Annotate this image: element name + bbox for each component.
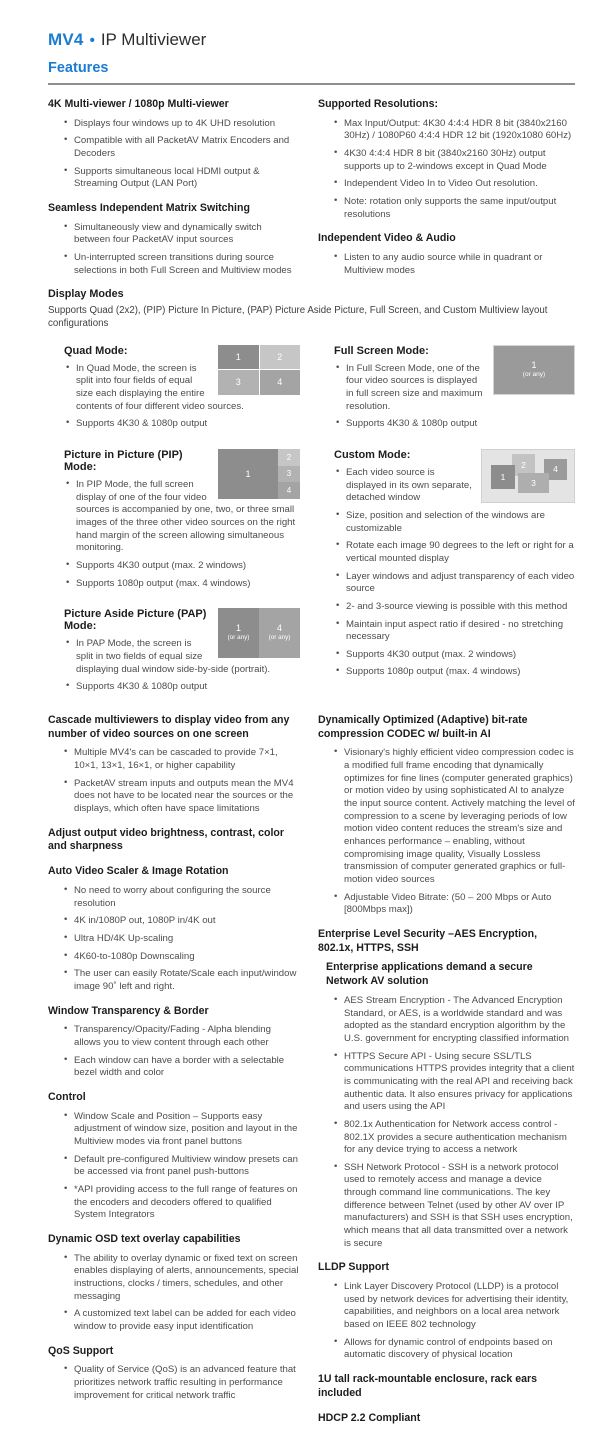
bullet-item: • No need to worry about configuring the source resolution <box>64 885 300 910</box>
pap-mode-block <box>64 608 300 699</box>
section-heading: Supported Resolutions: <box>318 98 439 110</box>
bullet-item: • Supports 4K30 output (max. 2 windows) <box>336 649 575 662</box>
bullet-item: • 4K60-to-1080p Downscaling <box>64 951 300 964</box>
section-heading: Enterprise Level Security –AES Encryption, 802.1x, HTTPS, SSH <box>318 927 538 954</box>
display-modes-right-column <box>318 345 575 712</box>
section-heading: HDCP 2.2 Compliant <box>318 1411 421 1424</box>
custom-window-2: 2 <box>512 454 535 476</box>
display-modes-left-column <box>48 345 300 712</box>
section-heading: Cascade multiviewers to display video from any number of video sources on one screen <box>48 713 290 740</box>
bullet-item: • Allows for dynamic control of endpoints based on automatic discovery of physical location <box>334 1337 575 1362</box>
mode-title: Picture Aside Picture (PAP) Mode: <box>64 608 207 633</box>
display-modes-header <box>48 288 575 330</box>
bullet-item: • Compatible with all PacketAV Matrix Encoders and Decoders <box>64 135 300 160</box>
section-qos <box>48 1345 300 1403</box>
section-independent-video-audio <box>318 232 575 277</box>
section-heading: Adjust output video brightness, contrast, color and sharpness <box>48 826 285 853</box>
quad-cell-4: 4 <box>260 370 301 395</box>
bullet-item: • Maintain input aspect ratio if desired - no stretching necessary <box>336 619 575 644</box>
section-cascade <box>48 714 300 816</box>
section-heading: Dynamic OSD text overlay capabilities <box>48 1232 241 1245</box>
bullet-item: • In Quad Mode, the screen is split into four fields of equal size each displaying the entire contents of four different video sources. <box>66 363 300 414</box>
section-enterprise-security <box>318 928 575 1251</box>
section-heading: Dynamically Optimized (Adaptive) bit-rate compression CODEC w/ built-in AI <box>318 713 528 740</box>
quad-mode-block <box>64 345 300 436</box>
bullet-item: • Window Scale and Position – Supports easy adjustment of window size, position and layout in the Multiview modes via front panel buttons <box>64 1111 300 1149</box>
bullet-item: • A customized text label can be added for each video window to provide easy input identification <box>64 1308 300 1333</box>
top-right-column <box>318 98 575 288</box>
features-heading: Features <box>48 60 109 76</box>
bullet-item: • Supports 1080p output (max. 4 windows) <box>66 578 300 591</box>
mode-title: Custom Mode: <box>334 448 411 461</box>
section-rack-mountable <box>318 1373 575 1401</box>
bullet-item: • Listen to any audio source while in quadrant or Multiview modes <box>334 252 575 277</box>
section-heading: LLDP Support <box>318 1261 390 1274</box>
pip-mode-block <box>64 449 300 595</box>
pap-window-label: 4 <box>276 623 282 634</box>
section-4k-multiviewer <box>48 98 300 191</box>
bullet-item: • Simultaneously view and dynamically switch between four PacketAV input sources <box>64 222 300 247</box>
section-heading: 1U tall rack-mountable enclosure, rack ears included <box>318 1373 538 1399</box>
bullet-item: • Each window can have a border with a selectable bezel width and color <box>64 1055 300 1080</box>
section-auto-scaler <box>48 865 300 993</box>
page-title <box>48 30 575 50</box>
section-hdcp <box>318 1412 575 1426</box>
bullet-item: • 2- and 3-source viewing is possible with this method <box>336 601 575 614</box>
section-supported-resolutions <box>318 98 575 221</box>
section-lldp <box>318 1261 575 1362</box>
section-heading: Window Transparency & Border <box>48 1004 209 1017</box>
title-separator-dot: • <box>89 32 95 49</box>
header-divider <box>48 83 575 85</box>
mode-title: Quad Mode: <box>64 344 128 357</box>
section-osd-overlay <box>48 1233 300 1334</box>
section-heading: Seamless Independent Matrix Switching <box>48 202 250 215</box>
bullet-item: • *API providing access to the full range of features on the encoders and decoders offered to qualified System Integrators <box>64 1184 300 1222</box>
bullet-item: • AES Stream Encryption - The Advanced Encryption Standard, or AES, is a worldwide standard and was adopted as the standard encryption algorithm by the U.S. government for encrypting classified information <box>334 995 575 1046</box>
fullscreen-sublabel: (or any) <box>522 370 546 378</box>
bullet-item: • Transparency/Opacity/Fading - Alpha blending allows you to view content through each other <box>64 1024 300 1049</box>
section-adjust-output <box>48 827 300 855</box>
custom-mode-block <box>334 449 575 684</box>
bullet-item: • The user can easily Rotate/Scale each input/window image 90˚ left and right. <box>64 968 300 993</box>
display-modes-title: Display Modes <box>48 288 124 301</box>
section-codec <box>318 714 575 917</box>
quad-cell-2: 2 <box>260 345 301 370</box>
mode-title: Full Screen Mode: <box>334 344 429 357</box>
bullet-item: • Supports 4K30 & 1080p output <box>336 418 575 431</box>
bottom-columns <box>48 714 575 1436</box>
pap-window-sublabel: (or any) <box>227 634 250 642</box>
section-transparency-border <box>48 1005 300 1080</box>
pip-side-3: 3 <box>278 466 300 483</box>
bullet-item: • SSH Network Protocol - SSH is a network protocol used to remotely access and manage a device through command line communications. The key difference between Telnet (used by other AV over IP manufacturers) and SSH is that SSH uses encryption, which means that all data transmitted over a network is secure <box>334 1162 575 1251</box>
bullet-item: • Default pre-configured Multiview window presets can be accessed via front panel push-buttons <box>64 1154 300 1179</box>
bullet-item: • Layer windows and adjust transparency of each video source <box>336 571 575 596</box>
section-heading: Independent Video & Audio <box>318 232 456 245</box>
bullet-item: • Max Input/Output: 4K30 4:4:4 HDR 8 bit (3840x2160 30Hz) / 1080P60 4:4:4 HDR 12 bit (1920x1080 60Hz) <box>334 118 575 143</box>
product-name: MV4 <box>48 30 84 49</box>
pap-window-label: 1 <box>235 623 241 634</box>
section-subheading: Enterprise applications demand a secure Network AV solution <box>326 961 533 988</box>
bullet-item: • PacketAV stream inputs and outputs mean the MV4 does not have to be located near the sources or the displays, which often have space limitations <box>64 778 300 816</box>
bullet-item: • Size, position and selection of the windows are customizable <box>336 510 575 535</box>
section-heading: Auto Video Scaler & Image Rotation <box>48 865 229 878</box>
pip-side-2: 2 <box>278 449 300 466</box>
bullet-item: • Supports simultaneous local HDMI output & Streaming Output (LAN Port) <box>64 166 300 191</box>
mode-title: Picture in Picture (PIP) Mode: <box>64 448 183 473</box>
section-heading: Control <box>48 1090 86 1103</box>
quad-cell-1: 1 <box>218 345 259 370</box>
custom-window-1: 1 <box>491 465 515 489</box>
bullet-item: • Adjustable Video Bitrate: (50 – 200 Mbps or Auto [800Mbps max]) <box>334 892 575 917</box>
bullet-item: • HTTPS Secure API - Using secure SSL/TLS communications HTTPS provides integrity that a client is communicating with the real API and receiving back authentic data. It also ensures privacy for applications and users using the API <box>334 1051 575 1114</box>
section-heading: QoS Support <box>48 1344 114 1357</box>
bullet-item: • 802.1x Authentication for Network access control - 802.1X provides a secure authentication mechanism for any device trying to access a network <box>334 1119 575 1157</box>
bullet-item: • Ultra HD/4K Up-scaling <box>64 933 300 946</box>
pip-main-window: 1 <box>218 449 278 499</box>
bullet-item: • Visionary's highly efficient video compression codec is a modified full frame encoding that dynamically optimizes for fine lines (computer generated graphics) or motion video by using sophisticated AI to analyze the input source content. Actively matching the level of compression to a scene by leveraging periods of low motion video content reduces the stream's size and enhances performance – enabling, without compromising image quality, Visually Lossless transmission of computer generated graphics or full-motion video sources <box>334 747 575 886</box>
bullet-item: • Un-interrupted screen transitions during source selections in both Full Screen and Multiview modes <box>64 252 300 277</box>
bullet-item: • 4K in/1080P out, 1080P in/4K out <box>64 915 300 928</box>
display-modes-columns <box>48 345 575 712</box>
bullet-item: • Independent Video In to Video Out resolution. <box>334 178 575 191</box>
top-left-column <box>48 98 300 288</box>
section-control <box>48 1091 300 1222</box>
bullet-item: • Supports 4K30 & 1080p output <box>66 681 300 694</box>
fullscreen-mode-block <box>334 345 575 436</box>
pap-window-sublabel: (or any) <box>268 634 291 642</box>
bullet-item: • The ability to overlay dynamic or fixed text on screen enables displaying of alerts, announcements, special instructions, clocks / timers, schedules, and other messaging <box>64 1253 300 1304</box>
bullet-item: • Rotate each image 90 degrees to the left or right for a vertical mounted display <box>336 540 575 565</box>
bullet-item: • Multiple MV4's can be cascaded to provide 7×1, 10×1, 13×1, 16×1, or higher capability <box>64 747 300 772</box>
bullet-item: • In PIP Mode, the full screen display of one of the four video sources is accompanied by one, two, or three small images of the three other video sources on the right hand margin of the screen allowing simultaneous monitoring. <box>66 479 300 555</box>
custom-window-4: 4 <box>544 459 567 480</box>
bullet-item: • 4K30 4:4:4 HDR 8 bit (3840x2160 30Hz) output supports up to 2-windows except in Quad Mode <box>334 148 575 173</box>
bullet-item: • Supports 4K30 output (max. 2 windows) <box>66 560 300 573</box>
bullet-item: • Supports 1080p output (max. 4 windows) <box>336 666 575 679</box>
bullet-item: • Displays four windows up to 4K UHD resolution <box>64 118 300 131</box>
bullet-item: • Quality of Service (QoS) is an advanced feature that prioritizes network traffic resulting in performance improvement for critical network traffic <box>64 1364 300 1402</box>
display-modes-subtitle: Supports Quad (2x2), (PIP) Picture In Picture, (PAP) Picture Aside Picture, Full Screen, and Custom Multiview layout configurations <box>48 305 548 330</box>
section-heading: 4K Multi-viewer / 1080p Multi-viewer <box>48 98 229 110</box>
bullet-item: • In Full Screen Mode, one of the four video sources is displayed in full screen size and maximum resolution. <box>336 363 575 414</box>
bottom-left-column <box>48 714 300 1436</box>
product-subtitle: IP Multiviewer <box>100 30 207 49</box>
bottom-right-column <box>318 714 575 1436</box>
top-columns <box>48 98 575 288</box>
fullscreen-label: 1 <box>531 359 537 370</box>
bullet-item: • Note: rotation only supports the same input/output resolutions <box>334 196 575 221</box>
bullet-item: • Supports 4K30 & 1080p output <box>66 418 300 431</box>
bullet-item: • In PAP Mode, the screen is split in two fields of equal size displaying dual window side-by-side (portrait). <box>66 638 300 676</box>
bullet-item: • Each video source is displayed in its own separate, detached window <box>336 467 575 505</box>
section-matrix-switching <box>48 202 300 277</box>
custom-window-3: 3 <box>518 473 549 493</box>
quad-cell-3: 3 <box>218 370 259 395</box>
bullet-item: • Link Layer Discovery Protocol (LLDP) is a protocol used by network devices for advertising their identity, capabilities, and neighbors on a local area network based on IEEE 802 technology <box>334 1281 575 1332</box>
pip-side-4: 4 <box>278 482 300 499</box>
